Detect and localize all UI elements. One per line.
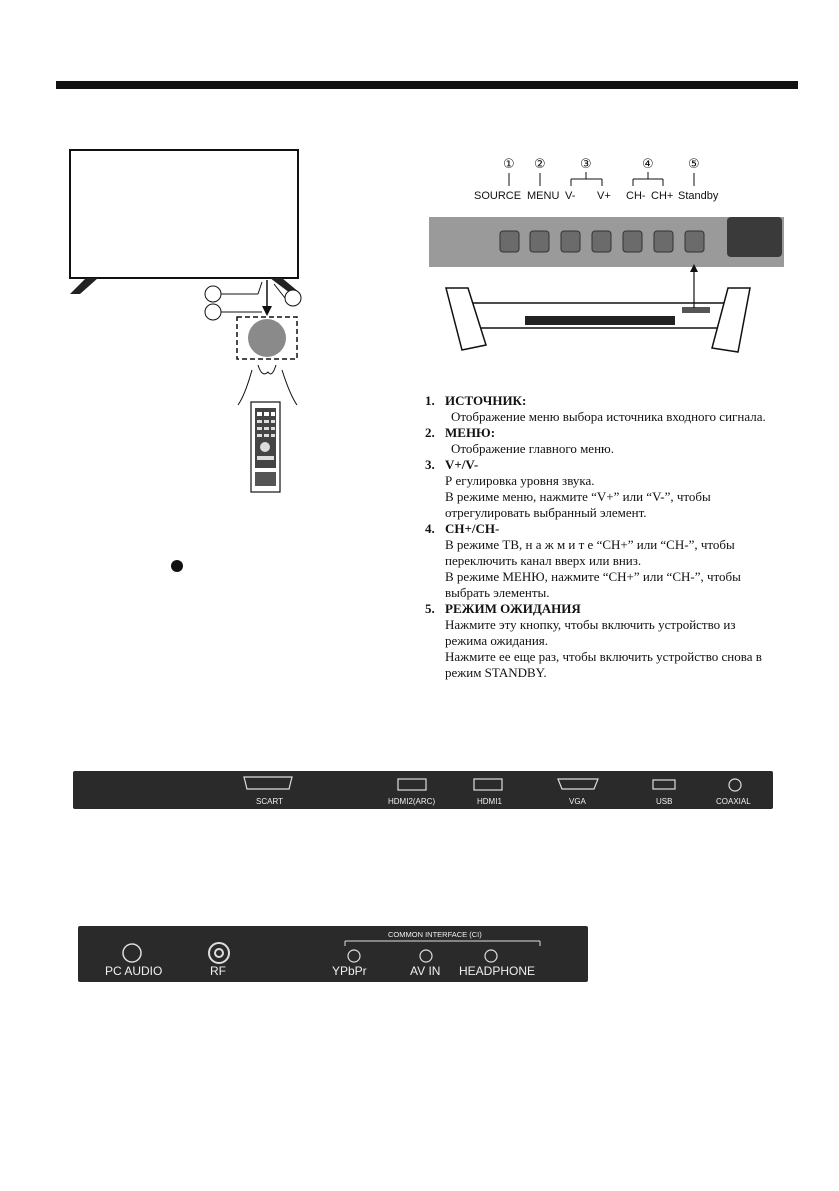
scart-port-icon	[244, 777, 292, 789]
standby-key	[685, 231, 704, 252]
port-label-pc-audio: PC AUDIO	[105, 964, 163, 978]
vga-port-icon	[558, 779, 598, 789]
label-ch-minus: CH-	[626, 190, 646, 202]
callout-circle-c	[285, 290, 301, 306]
label-standby: Standby	[678, 190, 719, 202]
headphone-port-icon	[485, 950, 497, 962]
port-label-av-in: AV IN	[410, 964, 441, 978]
callout-circle-b	[205, 304, 221, 320]
label-menu: MENU	[527, 190, 560, 202]
ch-down-key	[623, 231, 642, 252]
instructions	[425, 393, 805, 681]
port-label-headphone: HEADPHONE	[459, 964, 536, 978]
coaxial-port-icon	[729, 779, 741, 791]
bullet-dot	[171, 560, 183, 572]
num-2: ②	[534, 157, 546, 172]
ci-label: COMMON INTERFACE (CI)	[388, 930, 482, 939]
num-3: ③	[580, 157, 592, 172]
port-label-vga: VGA	[569, 797, 586, 806]
arrow-down-icon	[262, 306, 272, 316]
rear-panel-top	[73, 771, 773, 809]
usb-port-icon	[653, 780, 675, 789]
label-v-minus: V-	[565, 190, 576, 202]
rf-port-icon	[209, 943, 229, 963]
num-5: ⑤	[688, 157, 700, 172]
port-label-usb: USB	[656, 797, 673, 806]
ch-up-key	[654, 231, 673, 252]
port-label-hdmi2: HDMI2(ARC)	[388, 797, 436, 806]
port-label-ypbpr: YPbPr	[332, 964, 367, 978]
port-label-coaxial: COAXIAL	[716, 797, 751, 806]
pc-audio-port-icon	[123, 944, 141, 962]
label-source: SOURCE	[474, 190, 522, 202]
vol-down-key	[561, 231, 580, 252]
instruction-1: 1. ИСТОЧНИК: Отображение меню выбора источника входного сигнала.	[425, 393, 766, 424]
hdmi1-port-icon	[474, 779, 502, 790]
port-label-hdmi1: HDMI1	[477, 797, 502, 806]
instruction-3: 3. V+/V- Р егулировка уровня звука. В режиме меню, нажмите “V+” или “V-”, чтобы отрегулировать выбранный элемент.	[425, 457, 711, 520]
menu-key	[530, 231, 549, 252]
ypbpr-port-icon	[348, 950, 360, 962]
instruction-5: 5. РЕЖИМ ОЖИДАНИЯ Нажмите эту кнопку, чтобы включить устройство из режима ожидания. Нажмите ее еще раз, чтобы включить устройство снова в режим STANDBY.	[425, 601, 762, 680]
tv-screen	[70, 150, 298, 278]
rear-panel-bottom	[78, 926, 588, 982]
num-1: ①	[503, 157, 515, 172]
instruction-4: 4. CH+/CH- В режиме ТВ, н а ж м и т е “CH+” или “CH-”, чтобы переключить канал вверх или вниз. В режиме МЕНЮ, нажмите “CH+” или “CH-”, чтобы выбрать элементы.	[425, 521, 741, 600]
ir-sensor	[248, 319, 286, 357]
tv-stand-left	[70, 278, 98, 294]
num-4: ④	[642, 157, 654, 172]
vol-up-key	[592, 231, 611, 252]
port-label-rf: RF	[210, 964, 226, 978]
av-in-port-icon	[420, 950, 432, 962]
label-v-plus: V+	[597, 190, 611, 202]
label-ch-plus: CH+	[651, 190, 674, 202]
port-label-scart: SCART	[256, 797, 283, 806]
instruction-2: 2. МЕНЮ: Отображение главного меню.	[425, 425, 614, 456]
hdmi2-port-icon	[398, 779, 426, 790]
source-key	[500, 231, 519, 252]
callout-circle-a	[205, 286, 221, 302]
